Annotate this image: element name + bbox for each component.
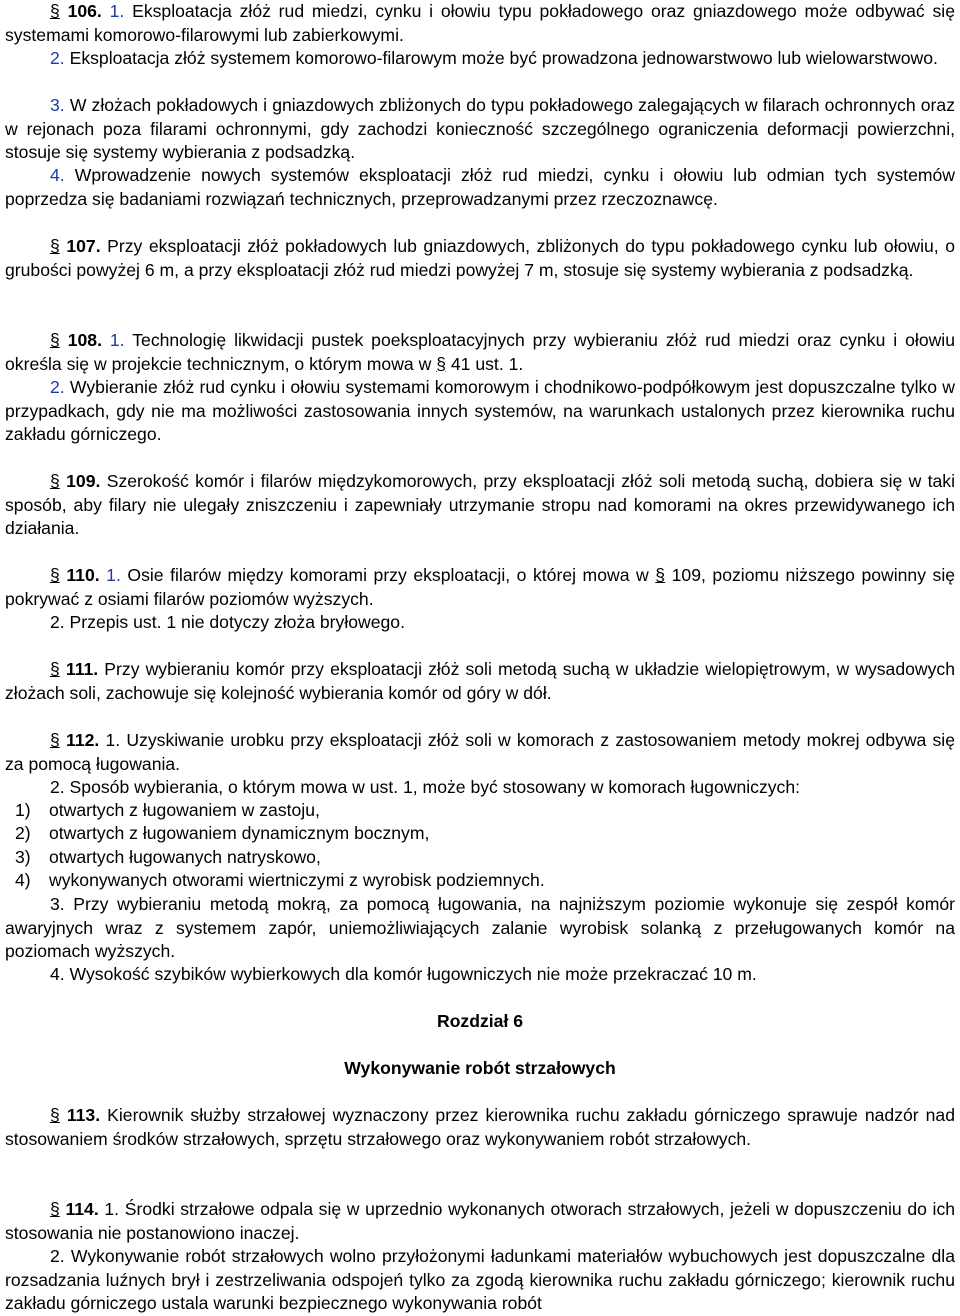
paragraph-107 [5,235,955,282]
item-number: 3. [50,95,65,115]
section-number-109: 109. [66,471,101,491]
paragraph-108-1 [5,329,955,376]
section-sign: § [50,730,60,750]
paragraph-106-2 [5,47,955,71]
paragraph-text: Wybieranie złóż rud cynku i ołowiu systemami komorowym i chodnikowo-podpółkowym jest dopuszczalne tylko w przypadkach, gdy nie ma możliwości zastosowania innych systemów, na warunkach ustalonych przez kierownika ruchu zakładu górniczego. [5,377,955,444]
section-number-108: 108. [67,330,102,350]
section-sign: § [50,236,60,256]
item-number: 4. [50,165,65,185]
paragraph-text: Uzyskiwanie urobku przy eksploatacji złóż soli w komorach z zastosowaniem metody mokrej odbywa się za pomocą ługowania. [5,730,956,774]
chapter-title: Rozdział 6 [436,1011,524,1031]
paragraph-106-1 [5,0,955,47]
item-number: 1. [104,1199,120,1219]
section-sign: § [655,565,666,585]
paragraph-text: Eksploatacja złóż systemem komorowo-filarowym może być prowadzona jednowarstwowo lub wielowarstwowo. [69,48,938,68]
paragraph-114-1 [5,1198,955,1245]
paragraph-text: W złożach pokładowych i gniazdowych zbliżonych do typu pokładowego zalegających w filarach ochronnych oraz w rejonach poza filarami ochronnymi, gdy zachodzi konieczność szczególnego ograniczenia deformacji powierzchni, stosuje się systemy wybierania z podsadzką. [5,95,955,162]
paragraph-110-1 [5,564,955,611]
item-number: 2. [50,377,65,397]
section-number-107: 107. [66,236,101,256]
paragraph-text: , poziomu niższego powinny się pokrywać z osiami filarów poziomów wyższych. [5,565,956,609]
section-reference: 109 [671,565,701,585]
paragraph-114-2: 2. Wykonywanie robót strzałowych wolno przyłożonymi ładunkami materiałów wybuchowych jest dopuszczalne dla rozsadzania luźnych brył i zestrzeliwania odspojeń tylko za zgodą kierownika ruchu zakładu górniczego; kierownik ruchu zakładu górniczego ustala warunki bezpiecznego wykonywania robót [5,1246,955,1313]
paragraph-text: Osie filarów między komorami przy eksploatacji, o której mowa w [127,565,649,585]
section-sign: § [436,353,446,374]
paragraph-106-3 [5,94,955,165]
paragraph-text: Kierownik służby strzałowej wyznaczony przez kierownika ruchu zakładu górniczego sprawuje nadzór nad stosowaniem środków strzałowych, sprzętu strzałowego oraz wykonywaniem robót strzałowych. [5,1105,956,1149]
paragraph-112-2: 2. Sposób wybierania, o którym mowa w ust. 1, może być stosowany w komorach ługowniczych: [50,777,801,797]
list-number: 2) [15,823,31,843]
list-item [15,846,955,870]
paragraph-111 [5,658,955,705]
paragraph-112-1 [5,729,955,776]
paragraph-text: Przy wybieraniu komór przy eksploatacji złóż soli metodą suchą w układzie wielopiętrowym, w wysadowych złożach soli, zachowuje się kolejność wybierania komór od góry w dół. [5,659,955,703]
item-number: 1. [109,1,125,21]
section-sign: § [50,1,60,21]
section-reference: 41 [450,353,471,374]
list-item [15,869,955,893]
section-number-113: 113. [66,1105,101,1125]
list-item [15,799,955,823]
chapter-subtitle: Wykonywanie robót strzałowych [344,1058,616,1078]
item-number: 1. [105,730,121,750]
paragraph-109 [5,470,955,541]
paragraph-112-4: 4. Wysokość szybików wybierkowych dla komór ługowniczych nie może przekraczać 10 m. [50,964,757,984]
paragraph-text: Wprowadzenie nowych systemów eksploatacji złóż rud miedzi, cynku i ołowiu lub odmian tych systemów poprzedza się badaniami rozwiązań technicznych, przeprowadzanymi przez rzeczoznawcę. [5,165,956,209]
section-number-111: 111. [65,659,99,679]
list-text: otwartych ługowanych natryskowo, [49,847,321,867]
paragraph-106-4 [5,164,955,211]
section-sign: § [50,471,60,491]
paragraph-text: Eksploatacja złóż rud miedzi, cynku i ołowiu typu pokładowego oraz gniazdowego może odbywać się systemami komorowo-filarowymi lub zabierkowymi. [5,1,955,45]
list-text: wykonywanych otworami wiertniczymi z wyrobisk podziemnych. [49,870,545,890]
section-number-110: 110. [66,565,100,585]
item-number: 1. [109,330,125,350]
paragraph-108-2 [5,376,955,447]
list-item [15,822,955,846]
section-sign: § [50,1199,60,1219]
item-number: 1. [106,565,121,585]
paragraph-110-2: 2. Przepis ust. 1 nie dotyczy złoża bryłowego. [50,612,405,632]
section-number-106: 106. [67,1,102,21]
paragraph-112-3: 3. Przy wybieraniu metodą mokrą, za pomocą ługowania, na najniższym poziomie wykonuje się zespół komór awaryjnych wraz z systemem zapór, uniemożliwiających zalanie wyrobisk solanką z przeługowanych komór na poziomach wyższych. [5,894,955,961]
section-sign: § [50,1105,60,1125]
paragraph-text: ust. 1. [475,353,524,374]
list-number: 1) [15,800,31,820]
section-number-114: 114. [65,1199,99,1219]
paragraph-text: Technologię likwidacji pustek poeksploatacyjnych przy wybieraniu złóż rud miedzi oraz cynku i ołowiu określa się w projekcie technicznym, o którym mowa w [5,330,956,374]
paragraph-113 [5,1104,955,1151]
list-number: 4) [15,870,31,890]
section-number-112: 112. [66,730,100,750]
paragraph-text: Szerokość komór i filarów międzykomorowych, przy eksploatacji złóż soli metodą suchą, dobiera się w taki sposób, aby filary nie ulegały zniszczeniu i zapewniały utrzymanie stropu nad komorami na okres przewidywanego ich działania. [5,471,955,538]
section-sign: § [50,330,60,350]
paragraph-text: Środki strzałowe odpala się w uprzednio wykonanych otworach strzałowych, jeżeli w dopuszczeniu do ich stosowania nie postanowiono inaczej. [5,1199,956,1243]
section-sign: § [50,659,60,679]
list-text: otwartych z ługowaniem dynamicznym bocznym, [49,823,430,843]
list-text: otwartych z ługowaniem w zastoju, [49,800,320,820]
list-number: 3) [15,847,31,867]
item-number: 2. [50,48,65,68]
paragraph-text: Przy eksploatacji złóż pokładowych lub gniazdowych, zbliżonych do typu pokładowego cynku lub ołowiu, o grubości powyżej 6 m, a przy eksploatacji złóż rud miedzi powyżej 7 m, stosuje się systemy wybierania z podsadzką. [5,236,955,280]
section-sign: § [50,565,60,585]
